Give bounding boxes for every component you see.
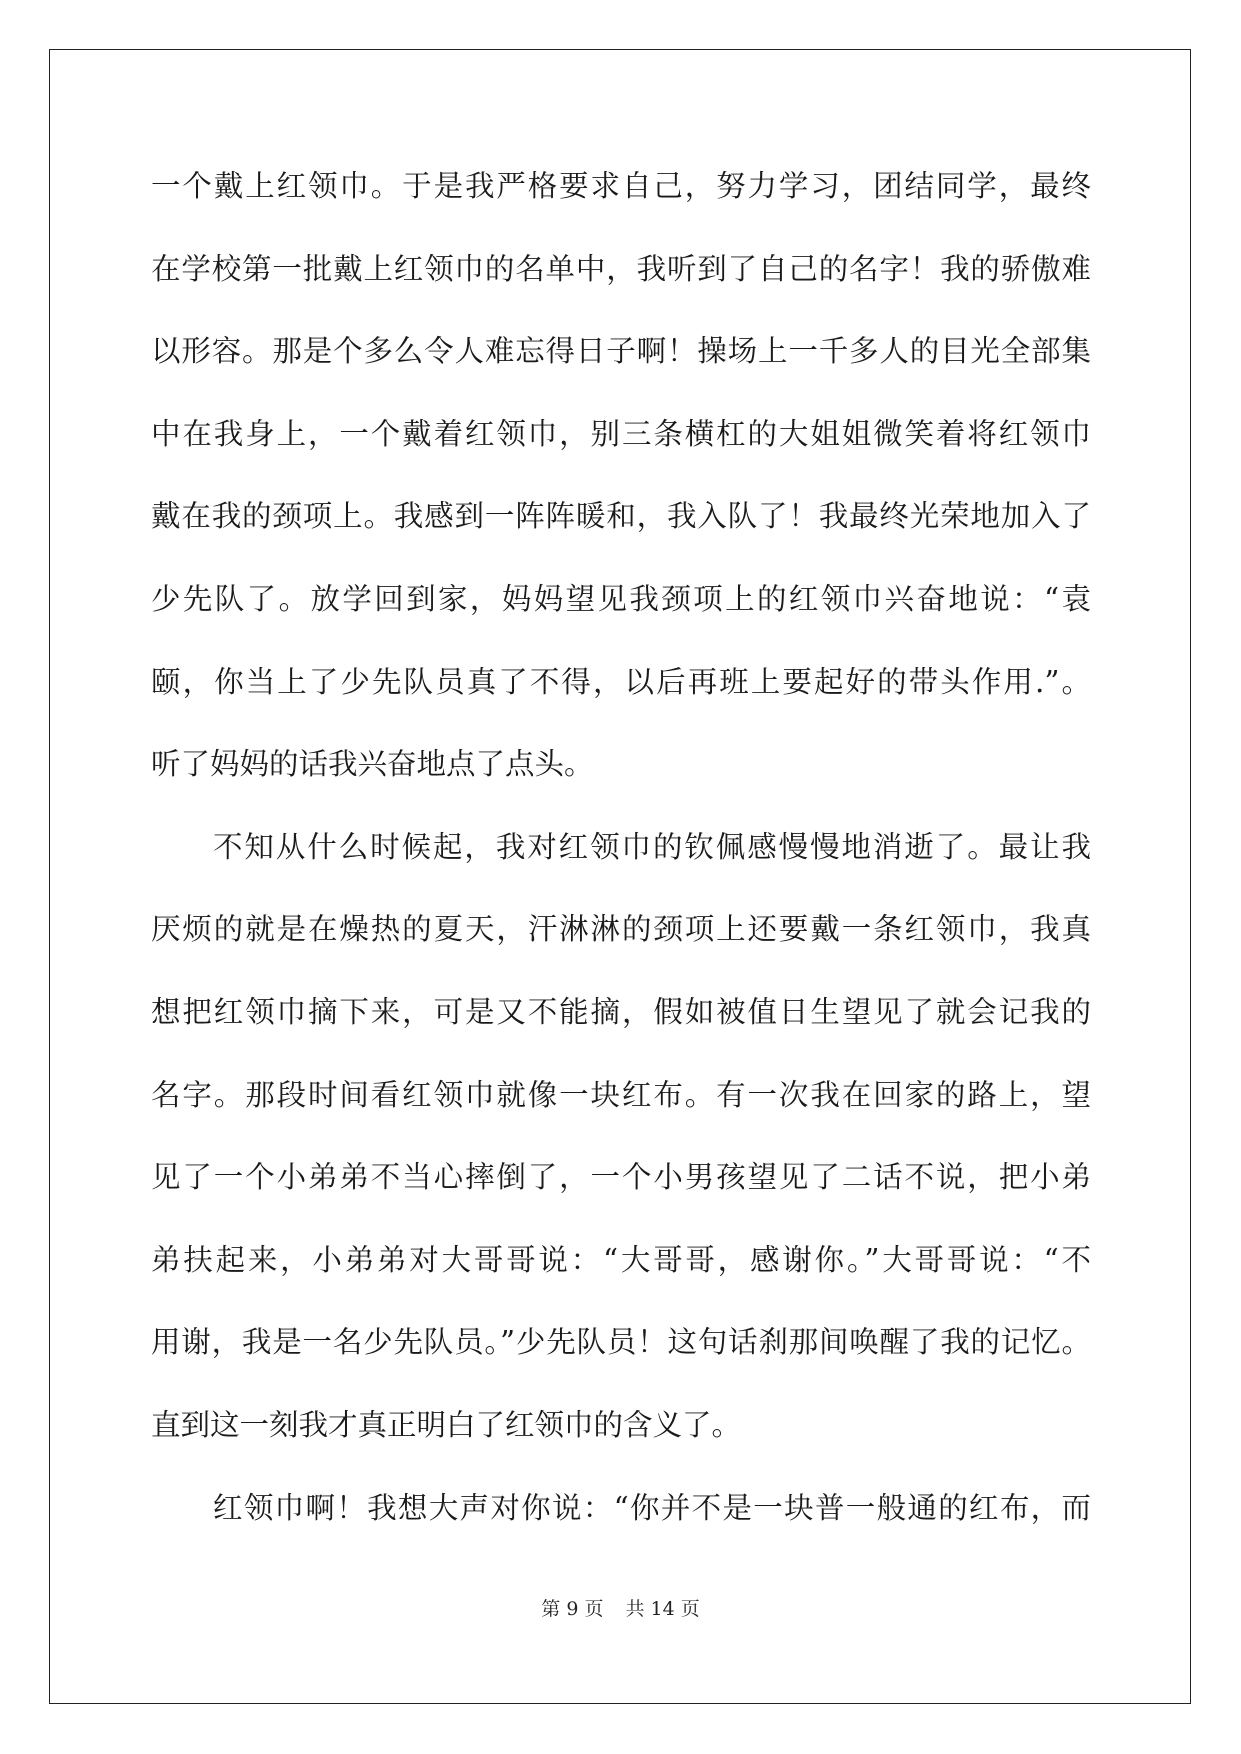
- text-line-content: 少先队了。放学回到家，妈妈望见我颈项上的红领巾兴奋地说：“袁: [151, 581, 1091, 616]
- text-line-content: 戴在我的颈项上。我感到一阵阵暖和，我入队了！我最终光荣地加入了: [151, 499, 1091, 534]
- text-line: [151, 321, 1091, 404]
- text-line: [151, 156, 1091, 239]
- body-text: [151, 156, 1091, 1560]
- page-total: 共 14 页: [625, 1598, 700, 1620]
- text-line-content: 颐，你当上了少先队员真了不得，以后再班上要起好的带头作用.”。: [151, 664, 1091, 699]
- text-line: [151, 569, 1091, 652]
- text-line: [151, 734, 1091, 817]
- text-line-content: 厌烦的就是在燥热的夏天，汗淋淋的颈项上还要戴一条红领巾，我真: [151, 912, 1091, 947]
- text-line-content: 弟扶起来，小弟弟对大哥哥说：“大哥哥，感谢你。”大哥哥说：“不: [151, 1242, 1091, 1277]
- page-footer: [0, 1594, 1241, 1621]
- text-line: [151, 404, 1091, 487]
- text-line: [151, 1312, 1091, 1395]
- text-line-content: 在学校第一批戴上红领巾的名单中，我听到了自己的名字！我的骄傲难: [151, 251, 1091, 286]
- text-line: [151, 1395, 1091, 1478]
- text-line: [151, 1230, 1091, 1313]
- text-line-content: 以形容。那是个多么令人难忘得日子啊！操场上一千多人的目光全部集: [151, 334, 1091, 369]
- text-line-content: 红领巾啊！我想大声对你说：“你并不是一块普一般通的红布，而: [213, 1490, 1091, 1525]
- text-line-content: 听了妈妈的话我兴奋地点了点头。: [151, 747, 594, 782]
- text-line-content: 想把红领巾摘下来，可是又不能摘，假如被值日生望见了就会记我的: [151, 994, 1091, 1029]
- text-line: [151, 486, 1091, 569]
- text-line-content: 中在我身上，一个戴着红领巾，别三条横杠的大姐姐微笑着将红领巾: [151, 416, 1091, 451]
- text-line-content: 见了一个小弟弟不当心摔倒了，一个小男孩望见了二话不说，把小弟: [151, 1160, 1091, 1195]
- page-number: 第 9 页: [541, 1598, 604, 1620]
- text-line-content: 用谢，我是一名少先队员。”少先队员！这句话刹那间唤醒了我的记忆。: [151, 1325, 1091, 1360]
- text-line: [151, 239, 1091, 322]
- text-line-content: 名字。那段时间看红领巾就像一块红布。有一次我在回家的路上，望: [151, 1077, 1091, 1112]
- text-line: [151, 982, 1091, 1065]
- text-line: [151, 899, 1091, 982]
- text-line: [151, 817, 1091, 900]
- text-line: [151, 1478, 1091, 1561]
- text-line: [151, 1065, 1091, 1148]
- text-line: [151, 652, 1091, 735]
- text-line-content: 一个戴上红领巾。于是我严格要求自己，努力学习，团结同学，最终: [151, 169, 1091, 203]
- text-line: [151, 1147, 1091, 1230]
- text-line-content: 不知从什么时候起，我对红领巾的钦佩感慢慢地消逝了。最让我: [213, 829, 1091, 864]
- text-line-content: 直到这一刻我才真正明白了红领巾的含义了。: [151, 1407, 742, 1442]
